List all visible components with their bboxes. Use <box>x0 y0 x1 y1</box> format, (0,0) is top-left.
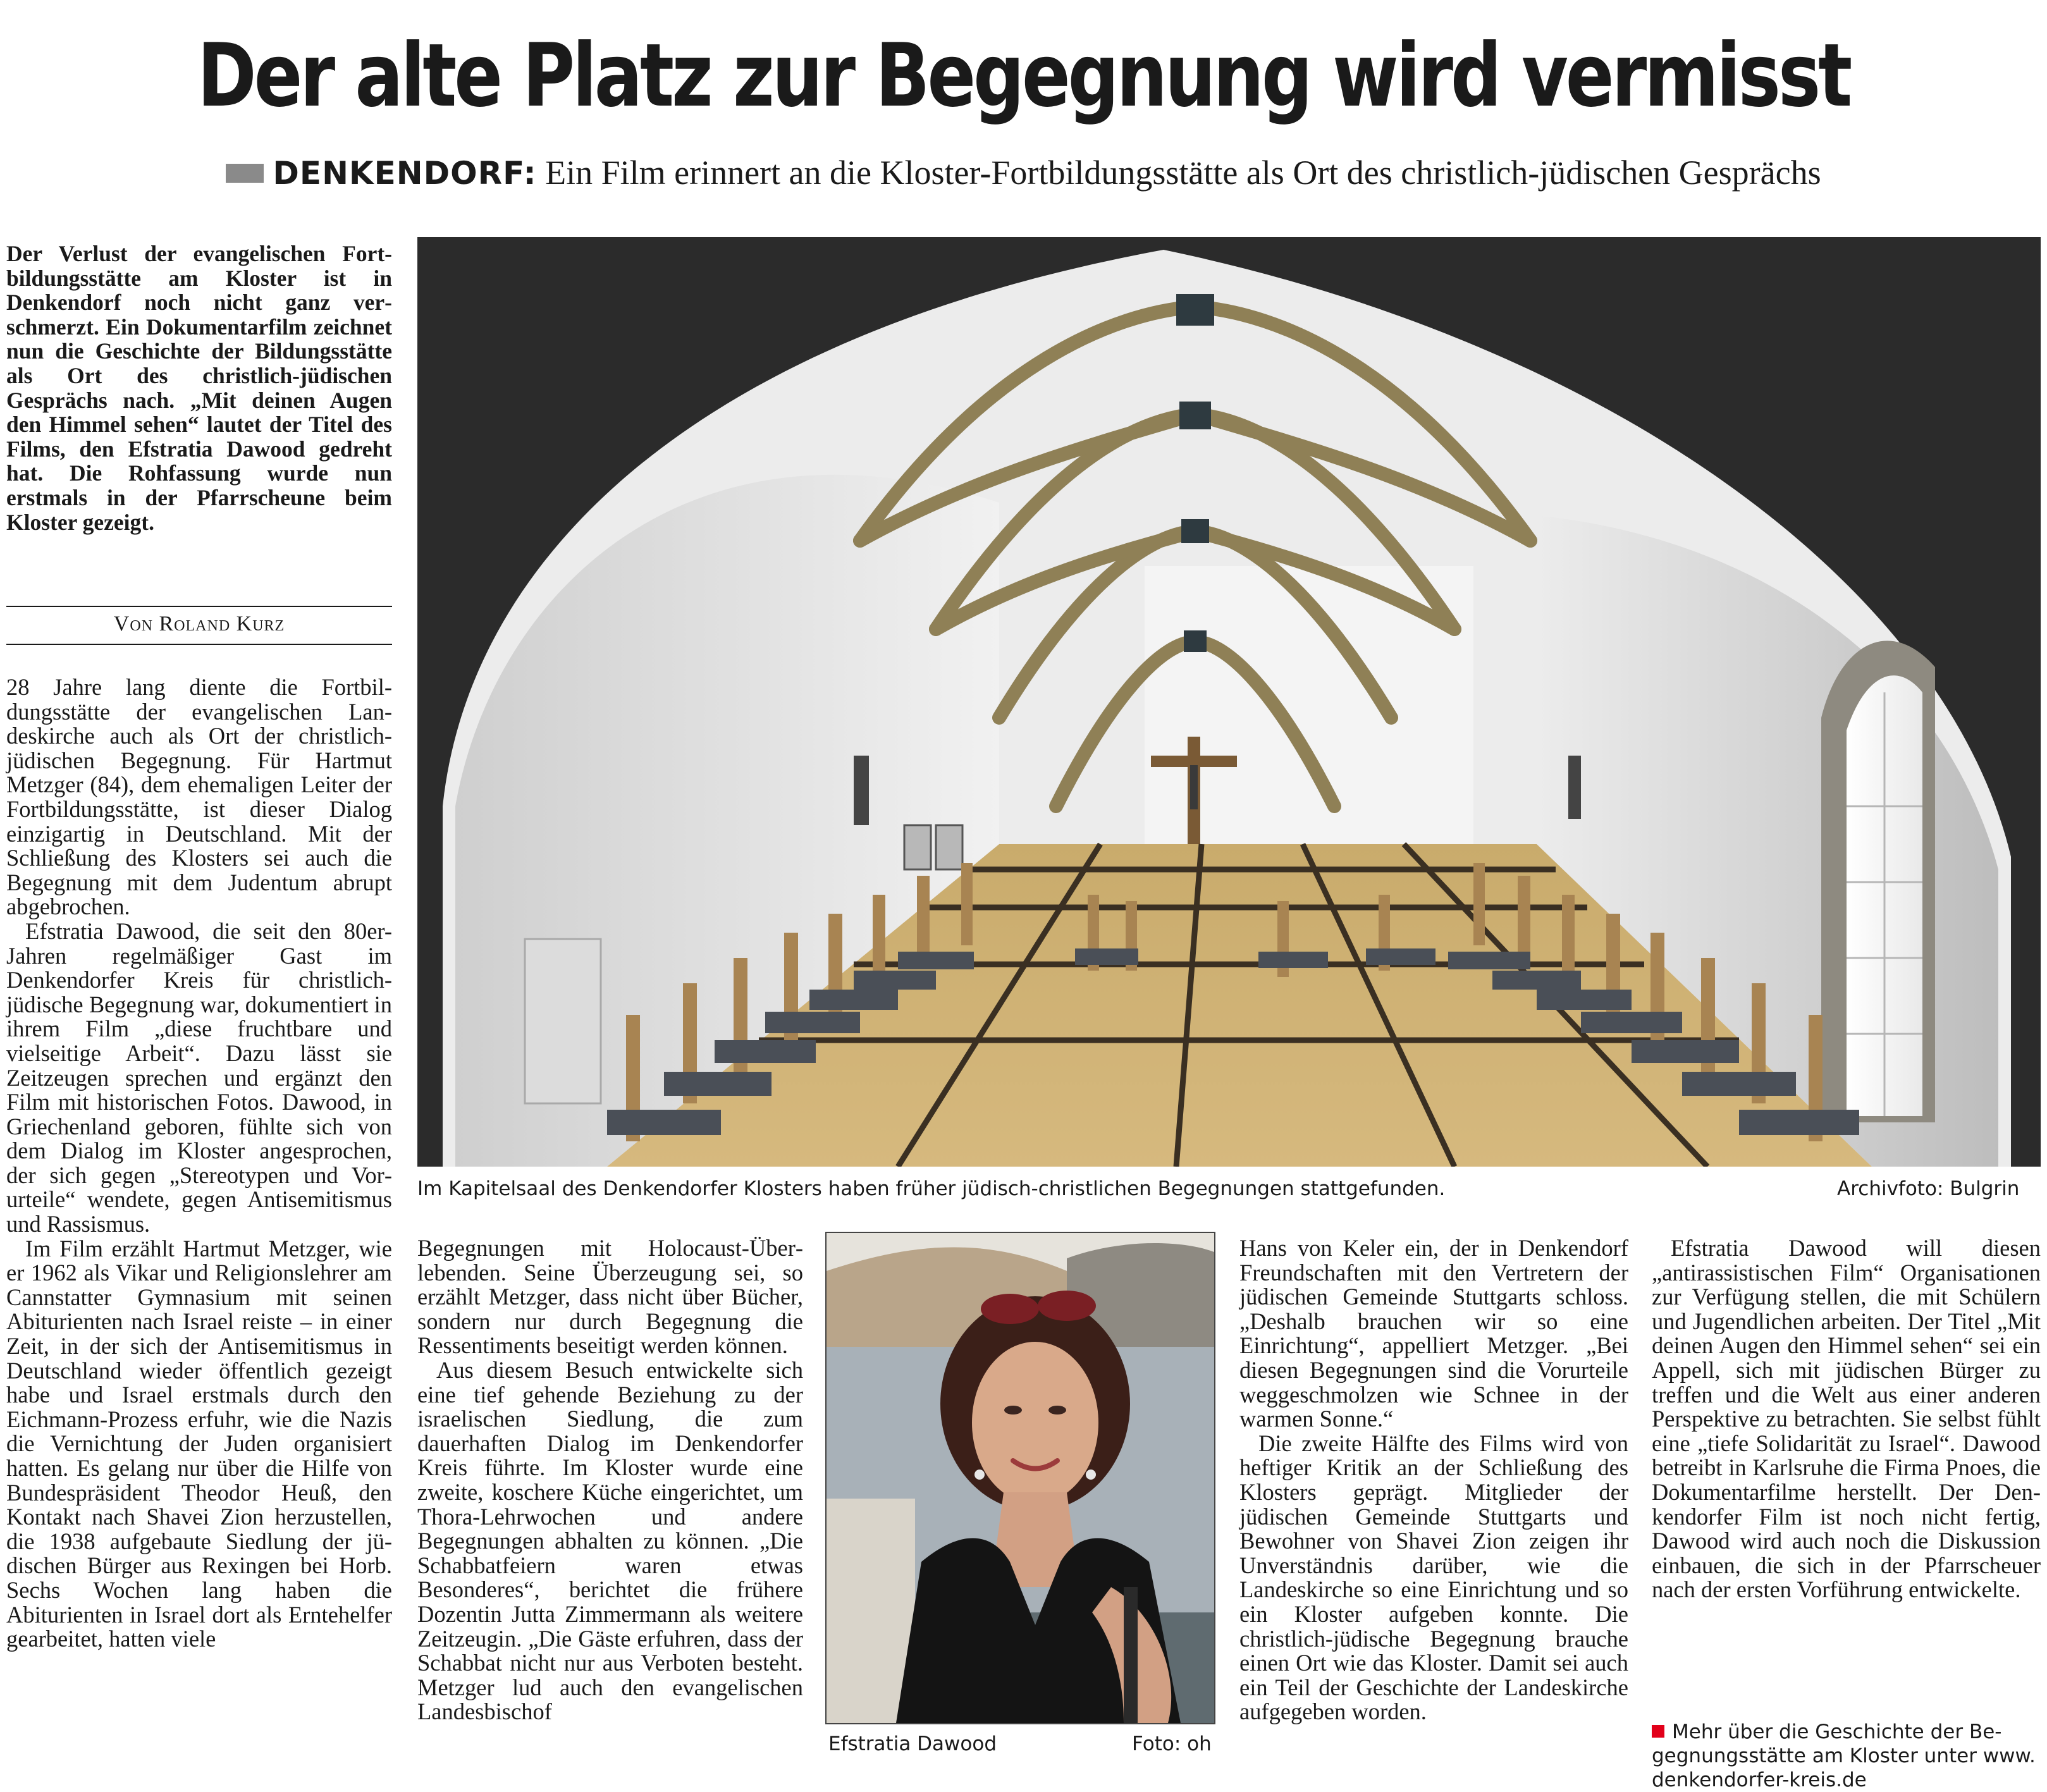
article-headline: Der alte Platz zur Begegnung wird vermisst <box>197 25 1850 126</box>
article-lead: Der Verlust der evangelischen Fortbildungsstätte am Kloster ist in Denkendorf noch nicht ganz verschmerzt. Ein Dokumentarfilm zeichnet nun die Geschichte der Bildungsstätte als Ort des christlich-jüdischen Gesprächs nach. „Mit deinen Augen den Himmel sehen“ lautet der Titel des Films, den Efstratia Dawood gedreht hat. Die Rohfassung wurde nun erstmals in der Pfarrscheune beim Kloster gezeigt. <box>6 241 392 535</box>
paragraph: Efstratia Dawood, die seit den 80er-Jahren regelmäßiger Gast im Denkendorfer Kreis für christlich-jüdische Begegnung war, dokumentiert in ihrem Film „diese fruchtbare und vielseitige Arbeit“. Dazu lässt sie Zeitzeugen sprechen und ergänzt den Film mit historischen Fotos. Dawood, in Griechenland geboren, fühlte sich von dem Dialog im Kloster angesprochen, der sich gegen „Stereotypen und Vorurteile“ wendete, gegen Antisemitismus und Rassismus. <box>6 917 392 1237</box>
paragraph: Die zweite Hälfte des Films wird von heftiger Kritik an der Schließung des Klosters geprägt. Mitglieder der jüdischen Gemeinde Stuttgarts und Bewohner von Shavei Zion zeigen ihr Unverständnis darüber, wie die Landeskirche so eine Einrichtung und so ein Kloster aufgeben konnte. Die christlich-jüdische Begegnung brauche einen Ort wie das Kloster. Damit sei auch ein Teil der Geschichte der Landeskirche aufgegeben worden. <box>1239 1430 1628 1725</box>
paragraph: Im Film erzählt Hartmut Metzger, wie er 1962 als Vikar und Religionslehrer am Cannstatter Gymnasium mit seinen Abiturienten nach Israel reiste – in einer Zeit, in der sich der Antisemitismus in Deutschland wieder öffentlich gezeigt habe und Israel erstmals durch den Eichmann-Prozess erfuhr, wie die Nazis die Vernichtung der Juden organisiert hatten. Es gelang nur über die Hilfe von Bundespräsident Theodor Heuß, den Kontakt nach Shavei Zion herzustellen, die 1938 aufgebaute Siedlung der jüdischen Bürger aus Rexingen bei Horb. Sechs Wochen lang haben die Abiturienten in Israel dort als Erntehelfer gearbeitet, hatten viele <box>6 1235 392 1652</box>
paragraph: Aus diesem Besuch entwickelte sich eine tief gehende Beziehung zu der israelischen Siedlung, die zum dauerhaften Dialog im Denkendorfer Kreis führte. Im Kloster wurde eine zweite, koschere Küche eingerichtet, um Thora-Lehrwochen und andere Begegnungen abhalten zu können. „Die Schabbatfeiern waren etwas Besonderes“, berichtet die frühere Dozentin Jutta Zimmermann als weitere Zeitzeugin. „Die Gäste erfuhren, dass der Schabbat nicht nur aus Verboten besteht. Metzger lud auch den evangelischen Landesbischof <box>417 1356 803 1725</box>
article-column-2 <box>417 1236 803 1724</box>
paragraph: Begegnungen mit Holocaust-Überlebenden. Seine Überzeugung sei, so erzählt Metzger, dass nicht über Bücher, sondern nur durch Begegnung die Ressentiments beseitigt werden können. <box>417 1235 803 1359</box>
paragraph: Efstratia Dawood will diesen „antirassistischen Film“ Organisationen zur Verfügung stellen, die mit Schülern und Jugendlichen arbeiten. Der Titel „Mit deinen Augen den Himmel sehen“ sei ein Appell, sich mit jüdischen Bürger zu treffen und die Welt aus einer anderen Perspektive zu betrachten. Sie selbst fühlt eine „tiefe Solidarität zu Israel“. Dawood betreibt in Karlsruhe die Firma Pnoes, die Dokumentarfilme herstellt. Der Denkendorfer Film ist noch nicht fertig, Dawood wird auch noch die Diskussion einbauen, die sich in der Pfarrscheuer nach der ersten Vorführung entwickelte. <box>1652 1235 2041 1603</box>
red-square-bullet-icon <box>1652 1725 1664 1738</box>
article-subheadline-row <box>0 150 2047 195</box>
article-byline: Von Roland Kurz <box>113 612 285 635</box>
paragraph: 28 Jahre lang diente die Fortbildungsstätte der evangelischen Landeskirche auch als Ort der christlich-jüdischen Begegnung. Für Hartmut Metzger (84), dem ehemaligen Leiter der Fortbildungsstätte, ist dieser Dialog einzigartig in Deutschland. Mit der Schließung des Klosters sei auch die Begegnung mit dem Judentum abrupt abgebrochen. <box>6 674 392 920</box>
main-photo-kapitelsaal <box>417 237 2041 1167</box>
more-info-note <box>1652 1720 2041 1792</box>
article-column-1 <box>6 675 392 1652</box>
article-column-4 <box>1652 1236 2041 1602</box>
paragraph: Hans von Keler ein, der in Denkendorf Freundschaften mit den Vertretern der jüdischen Gemeinde Stuttgarts schloss. „Deshalb brauchen wir so eine Einrichtung“, appelliert Metzger. „Bei diesen Begegnungen sind die Vorurteile weggeschmolzen wie Schnee in der warmen Sonne.“ <box>1239 1235 1628 1432</box>
portrait-photo-efstratia-dawood <box>827 1233 1214 1723</box>
article-kicker: DENKENDORF: <box>273 155 537 192</box>
kicker-bar <box>226 164 264 183</box>
portrait-credit: Foto: oh <box>1132 1733 1212 1755</box>
article-subheadline: Ein Film erinnert an die Kloster-Fortbildungsstätte als Ort des christlich-jüdischen Gesprächs <box>545 154 1821 192</box>
byline-rule-bottom <box>6 644 392 645</box>
article-column-3 <box>1239 1236 1628 1724</box>
main-photo-caption: Im Kapitelsaal des Denkendorfer Klosters haben früher jüdisch-christlichen Begegnungen stattgefunden. <box>417 1177 1446 1200</box>
portrait-caption: Efstratia Dawood <box>828 1733 997 1755</box>
more-info-text: Mehr über die Geschichte der Begegnungsstätte am Kloster unter www. denkendorfer-kreis.de <box>1652 1721 2036 1791</box>
main-photo-credit: Archivfoto: Bulgrin <box>1837 1177 2020 1200</box>
byline-rule-top <box>6 606 392 607</box>
